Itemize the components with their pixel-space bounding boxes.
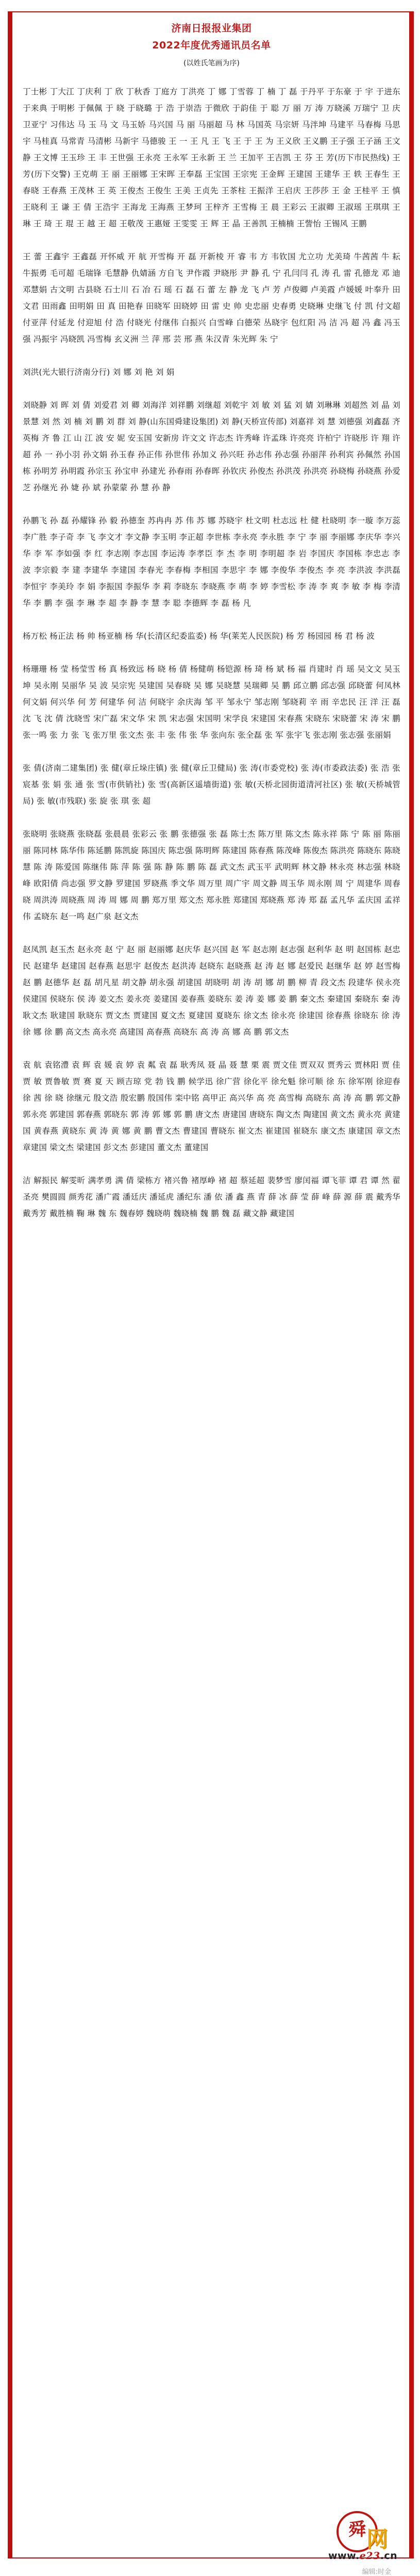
name-paragraph: 丁士彬 丁大江 丁庆利 丁 欣 丁秋香 丁庭方 丁洪亮 丁 娜 丁雪蓉 丁 楠 丁 磊 于丹平 于东豪 于 宇 于进东 于来典 于明彬 于佩佩 于 晓 于晓璐 于 浩 于崇浩 于微欣 于韵佳 于 聪 万 丽 万 涛 万晓溪 万瑞宁 卫 庆 卫亚宁 习伟达 马 玉 马 文 马玉娇 马兴国 马 丽 马丽超 马 林 马国英 马宗妍 马泮坤 马建平 马春梅 马思宇 马桂真 马常青 马清彬 马新宇 马德骏 王 一 王 凡 王 飞 王 于 王 为 王义欣 王义鹏 王子强 王子涵 王文静 王文博 王玉珍 王 丰 王世强 王永亮 王永军 王永新 王 兰 王加平 王吉凯 王 芬 王 芳(历下市民热线) 王 芳(历下交警) 王克萌 王 丽 王丽娜 王宋晖 王奉磊 王宝国 王宗宪 王金辉 王建国 王建华 王 轶 王春生 王春晓 王春燕 王茂林 王 英 王俊杰 王俊生 王美 王贞先 王茶柱 王振洋 王启庆 王莎莎 王 金 王桂平 王 慎 王晓利 王 谦 王 倩 王浩宇 王海龙 王海燕 王梦珂 王梓齐 王雪梅 王 晨 王彩云 王淑卿 王淑瑶 王琪琪 王 琳 王 琦 王 琨 王 越 王 超 王敬茂 王惠娅 王雯雯 王 辉 王 晶 王善凯 王楠楠 王訾怡 王锡风 王鹏: [23, 87, 400, 228]
document-title: 济南日报报业集团: [171, 23, 252, 34]
shun-seal-icon: 舜: [337, 2511, 378, 2552]
name-paragraph: 杨万松 杨正法 杨 帅 杨亚楠 杨 华(长清区纪委监委) 杨 华(莱芜人民医院) 杨 芳 杨园园 杨 君 杨 波: [23, 631, 375, 641]
wang-character-icon: 网: [366, 2527, 389, 2552]
name-paragraph: 洁 解振民 解雯昕 满孝勇 满 倩 梁栋方 褚兴鲁 褚厚峥 褚 超 蔡延超 裴梦雪 廖闰福 谭飞菲 谭 君 谭 然 翟圣亮 樊圆圆 颜秀花 潘广霞 潘廷庆 潘延虎 潘纪东 潘 依 潘 鑫 燕 青 薛 冰 薛 莹 薛 峰 薛 源 薛 震 戴秀华 戴秀芳 戴胜楠 鞠 琳 魏 东 魏春婷 魏晓萌 魏晓楠 魏 鹏 魏 磊 藏文静 藏建国: [23, 1176, 400, 1218]
bottom-spacer: [23, 1222, 400, 1299]
name-paragraph: 刘洪(光大银行济南分行) 刘 娜 刘 艳 刘 娟: [23, 368, 175, 377]
document-ordering-note: (以姓氏笔画为序): [183, 59, 240, 68]
name-paragraph: 王 蕾 王鑫宇 王鑫磊 开怀威 开 航 开雪梅 开 磊 开新棱 开 睿 韦 方 韦钦国 尤立功 尤美琦 牛茜茜 牛 耘 牛振勇 毛可超 毛瑞锋 毛慧静 仇婧涵 方自飞 尹作霞 尹晓彤 尹 静 孔 宁 孔闫闫 孔 涛 孔 雷 孔德龙 邓 迪 邓慧娟 古文明 古县晓 石士川 石 冶 石 瑶 石 磊 石 蕾 左 静 龙 飞 卢 芳 卢俊卿 卢美霞 卢媛媛 叶奉升 田文君 田雨鑫 田明娟 田 真 田艳春 田晓军 田晓婷 田 雷 史 帅 史忠丽 史春勇 史晓琳 史继飞 付 凯 付文超 付亚萍 付延龙 付迎旭 付 浩 付晓光 付继伟 白振兴 白雪峰 白德荣 丛晓宇 包红阳 冯 洁 冯 超 冯 鑫 冯玉强 冯振宇 冯晓凯 冯雪梅 玄义洲 兰 萍 邢 芸 邢 燕 朱汉青 朱光辉 朱 宁: [23, 252, 400, 344]
name-paragraph: 孙鹏飞 孙 磊 孙耀锋 孙 毅 孙德奎 苏冉冉 苏 伟 苏 娜 苏晓宇 杜文明 杜志远 杜 健 杜晓明 李一璇 李万蕊 李广胜 李子奇 李 飞 李文才 李文静 李玉明 李正超 李世栋 李永亮 李永胜 李 宁 李 丽 李丽娜 李庆华 李兴华 李 军 李如强 李 红 李志刚 李志国 李运涛 李孝臣 李 杰 李 明 李明超 李 岩 李国庆 李国栋 李忠志 李 波 李宗毅 李 建 李建华 李建国 李春光 李春梅 李相国 李思宇 李 娜 李俊华 李俊杰 李 亮 李洪波 李洪磊 李恒宇 李美玲 李 娟 李振国 李振华 李 莉 李晓东 李晓燕 李 萌 李 婷 李雪松 李 涛 李 爽 李 敏 李 梅 李清华 李 鹏 李 强 李 琳 李 超 李 静 李 慧 李 聪 李德辉 李 磊 杨 凡: [23, 516, 400, 608]
name-paragraph: 赵凤凯 赵玉杰 赵永亮 赵 宁 赵 丽 赵丽娜 赵庆华 赵兴国 赵 军 赵志刚 赵志强 赵利华 赵 明 赵国栋 赵忠民 赵建华 赵建国 赵春燕 赵思宇 赵俊杰 赵洪涛 赵晓东 赵晓燕 赵 涛 赵 娜 赵爱民 赵继华 赵 婷 赵雪梅 赵 鹏 赵德华 赵 磊 胡凡星 胡文静 胡永强 胡建国 胡晓明 胡 涛 胡 娜 胡 鹏 柳 青 段文杰 段建华 侯永亮 侯建国 侯晓东 侯 涛 姜文杰 姜永亮 姜建国 姜春燕 姜晓东 姜 涛 姜 娜 姜 鹏 秦文杰 秦建国 秦晓东 秦 涛 耿文杰 耿建国 耿晓东 贾文杰 贾建国 夏文杰 夏建国 夏晓东 徐文杰 徐永亮 徐建国 徐春燕 徐晓东 徐 涛 徐 娜 徐 鹏 高文杰 高永亮 高建国 高春燕 高晓东 高 涛 高 娜 高 鹏 郭文杰: [23, 945, 400, 1037]
name-paragraph: 张 倩(济南二建集团) 张 健(章丘垛庄镇) 张 健(章丘卫健局) 张 涛(市委党校) 张 涛(市委政法委) 张 浩 张宸基 张 娟 张 通 张 雪(市供销社) 张 雪(高新区遥墙街道) 张 敏(天桥北园街道清河社区) 张 敏(天桥城管局) 张 敏(市残联) 张 旋 张 琪 张 超: [23, 763, 400, 806]
url-brand: e23: [359, 2550, 380, 2562]
name-paragraph: 刘晓静 刘 晖 刘 倩 刘爱君 刘 卿 刘海洋 刘祥鹏 刘继超 刘乾宇 刘 敏 刘 猛 刘 婧 刘琳琳 刘超然 刘 晶 刘景慧 刘 然 刘 楠 刘 鹏 刘 群 刘 静(山东国舜建设集团) 刘 静(天桥宣传部) 刘嘉祥 刘 慧 刘德强 刘鑫磊 齐英梅 齐 鲁 江 山 江 波 安 妮 安玉国 安新房 许文文 许志杰 许秀峰 许孟珠 许亮亮 许柏宁 许晓彤 许 翔 许 超 孙 一 孙小羽 孙文娟 孙玉春 孙正伟 孙世伟 孙加义 孙兴旺 孙志伟 孙志强 孙丽萍 孙利宾 孙佩然 孙国栋 孙明芳 孙明霞 孙宗玉 孙宝申 孙建光 孙春雨 孙春晖 孙钦庆 孙俊杰 孙洪茂 孙洪亮 孙晓梅 孙晓燕 孙爱芝 孙继光 孙 婕 孙 斌 孙蒙蒙 孙 慧 孙 静: [23, 401, 400, 492]
editor-credit: 编辑:时金: [362, 2568, 391, 2576]
url-suffix: .cn: [380, 2550, 398, 2562]
document-subtitle: 2022年度优秀通讯员名单: [152, 40, 271, 51]
site-url-text: [328, 2550, 397, 2562]
name-list-body: [23, 84, 400, 1222]
name-paragraph: 杨珊珊 杨 莹 杨莹雪 杨 真 杨致远 杨 晓 杨 倩 杨健萌 杨铠源 杨 琦 杨 斌 杨 福 肖建时 肖 瑶 吴文文 吴玉坤 吴永刚 吴丽华 吴 波 吴宗宪 吴建国 吴春晓 吴 娜 吴晓慧 吴瑞卿 吴 鹏 邱立鹏 邱志强 邱晓蕾 何凤林 何文娟 何兴华 何 芳 何建华 何 洁 何晓宇 余庆海 邹 平 邹永宁 邹志刚 邹晓莉 辛 雨 辛忠民 汪 洋 汪 磊 沈 飞 沈 倩 沈晓雪 宋广磊 宋文华 宋 凯 宋志强 宋国明 宋学良 宋建国 宋春燕 宋晓东 宋晓蕾 宋 涛 宋 鹏 张一鸣 张 力 张 飞 张万里 张文杰 张 丰 张 伟 张 华 张向东 张全磊 张 军 张宇飞 张志刚 张志强 张丽娟: [23, 664, 400, 740]
frame-border-bottom: [8, 2557, 414, 2558]
name-paragraph: 张晓明 张晓燕 张晓磊 张晨晨 张彩云 张 鹏 张德强 张 磊 陈士杰 陈万里 陈文杰 陈永祥 陈 宁 陈 丽 陈丽丽 陈同林 陈华伟 陈延鹏 陈凯旋 陈国庆 陈忠强 陈明辉 陈建国 陈春燕 陈茂峰 陈俊杰 陈洪亮 陈晓东 陈晓慧 陈 涛 陈爱国 陈继伟 陈 萍 陈 强 陈 静 陈 鹏 陈 磊 武文杰 武玉平 武明辉 林文静 林永亮 林志强 林晓峰 欧阳倩 尚志强 罗文静 罗建国 罗晓燕 季文华 周万里 周广宇 周文静 周玉华 周永刚 周 宁 周建华 周春晓 周洪涛 周晓燕 周 涛 周 娜 周 鹏 郑万里 郑文杰 郑永胜 郑建国 郑晓燕 郑 涛 郑 磊 孟凡华 孟庆国 孟祥伟 孟晓东 赵一鸣 赵广泉 赵文杰: [23, 829, 400, 921]
url-prefix: www.: [328, 2550, 360, 2562]
title-block: [23, 21, 400, 70]
name-paragraph: 袁 航 袁铭澧 袁 辉 袁 媛 袁 婷 袁 粼 袁 磊 耿秀凤 聂 晶 聂 慧 栗 震 贾文佳 贾双双 贾秀云 贾林阳 贾 佳 贾 敏 贾鲁敏 贾 赛 夏 天 顾吉琼 党 勃 钱 鹏 候学迅 徐广营 徐化平 徐允魁 徐可顺 徐 东 徐军刚 徐迎春 徐 茜 徐 晓 徐继元 殷文浩 殷宏鹏 殷国伟 栾中铭 高甲正 高兴华 高 亮 高雪梅 高晓东 高 涛 高 鹏 郭文静 郭永亮 郭建国 郭春燕 郭晓东 郭 涛 郭 娜 郭 鹏 唐文杰 唐建国 唐晓东 陶文杰 陶建国 黄文杰 黄永亮 黄建国 黄春燕 黄晓东 黄 涛 黄 娜 黄 鹏 曹文杰 曹建国 曹晓东 崔文杰 崔建国 崔晓东 康文杰 康建国 章文杰 章建国 梁文杰 梁建国 彭文杰 彭建国 董文杰 董建国: [23, 1060, 400, 1152]
site-watermark-logo: [319, 2511, 407, 2576]
